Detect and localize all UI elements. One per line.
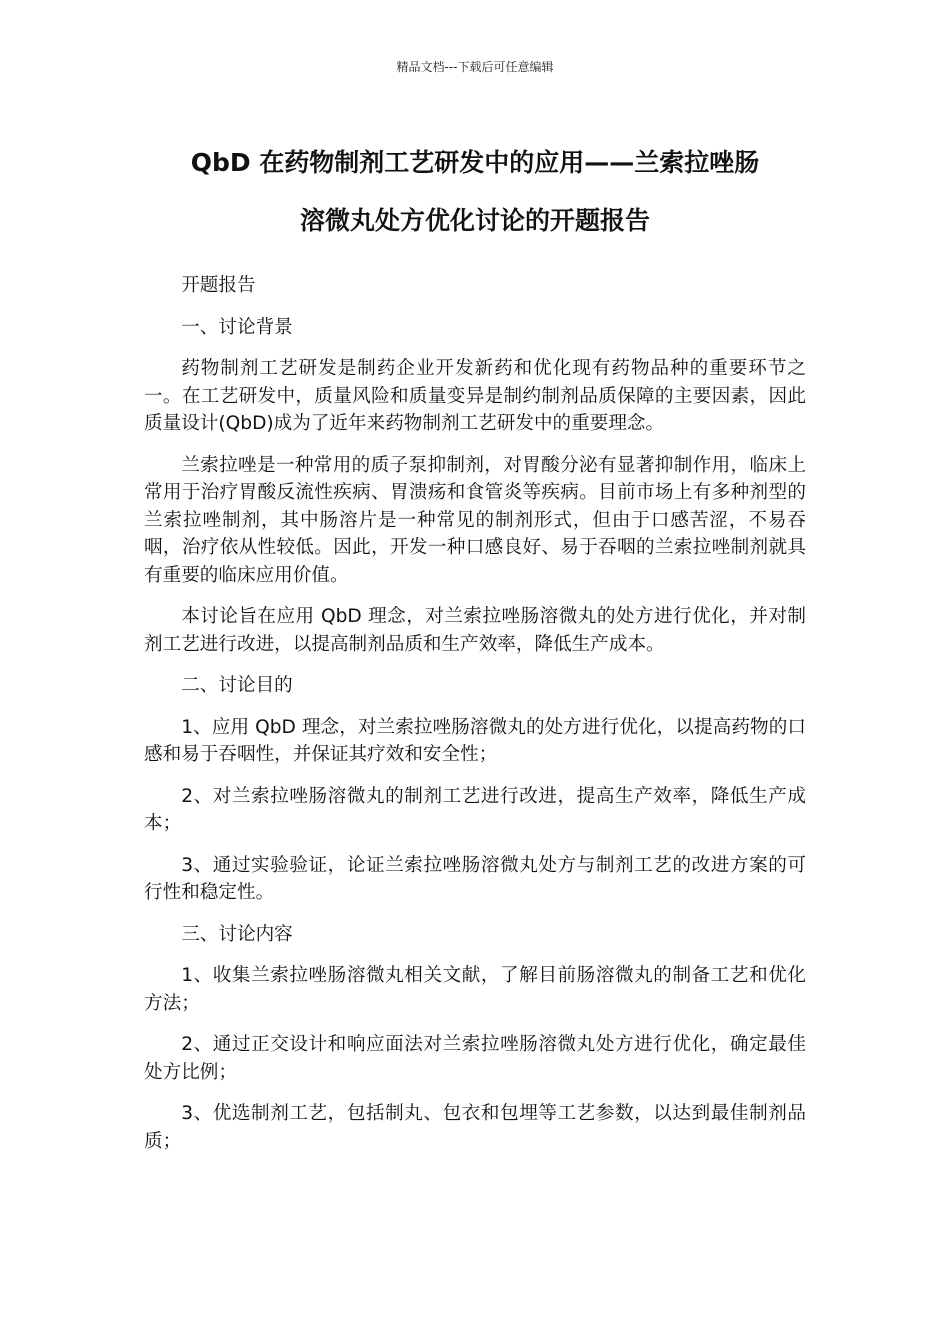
report-label: 开题报告 bbox=[181, 275, 256, 296]
section-heading-content: 三、讨论内容 bbox=[181, 923, 293, 945]
content-item-2: 2、通过正交设计和响应面法对兰索拉唑肠溶微丸处方进行优化，确定最佳处方比例； bbox=[144, 1034, 806, 1083]
document-title bbox=[120, 134, 830, 250]
purpose-item-3: 3、通过实验验证，论证兰索拉唑肠溶微丸处方与制剂工艺的改进方案的可行性和稳定性。 bbox=[144, 854, 806, 903]
page-header: 精品文档---下载后可任意编辑 bbox=[396, 60, 554, 74]
purpose-item-1: 1、应用 QbD 理念，对兰索拉唑肠溶微丸的处方进行优化，以提高药物的口感和易于吞咽性，并保证其疗效和安全性； bbox=[144, 716, 806, 765]
background-paragraph-3: 本讨论旨在应用 QbD 理念，对兰索拉唑肠溶微丸的处方进行优化，并对制剂工艺进行改进，以提高制剂品质和生产效率，降低生产成本。 bbox=[144, 606, 806, 655]
title-line-2: 溶微丸处方优化讨论的开题报告 bbox=[299, 206, 650, 235]
purpose-item-2: 2、对兰索拉唑肠溶微丸的制剂工艺进行改进，提高生产效率，降低生产成本； bbox=[144, 785, 806, 834]
background-paragraph-2: 兰索拉唑是一种常用的质子泵抑制剂，对胃酸分泌有显著抑制作用，临床上常用于治疗胃酸反流性疾病、胃溃疡和食管炎等疾病。目前市场上有多种剂型的兰索拉唑制剂，其中肠溶片是一种常见的制剂形式，但由于口感苦涩，不易吞咽，治疗依从性较低。因此，开发一种口感良好、易于吞咽的兰索拉唑制剂就具有重要的临床应用价值。 bbox=[144, 454, 806, 586]
content-item-1: 1、收集兰索拉唑肠溶微丸相关文献，了解目前肠溶微丸的制备工艺和优化方法； bbox=[144, 965, 806, 1014]
section-heading-purpose: 二、讨论目的 bbox=[181, 675, 293, 696]
content-item-3: 3、优选制剂工艺，包括制丸、包衣和包埋等工艺参数，以达到最佳制剂品质； bbox=[144, 1103, 806, 1152]
section-heading-background: 一、讨论背景 bbox=[181, 316, 293, 338]
background-paragraph-1: 药物制剂工艺研发是制药企业开发新药和优化现有药物品种的重要环节之一。在工艺研发中，质量风险和质量变异是制约制剂品质保障的主要因素，因此质量设计(QbD)成为了近年来药物制剂工艺研发中的重要理念。 bbox=[144, 358, 806, 434]
document-body bbox=[144, 272, 806, 1169]
title-line-1: QbD 在药物制剂工艺研发中的应用——兰索拉唑肠 bbox=[190, 148, 760, 177]
